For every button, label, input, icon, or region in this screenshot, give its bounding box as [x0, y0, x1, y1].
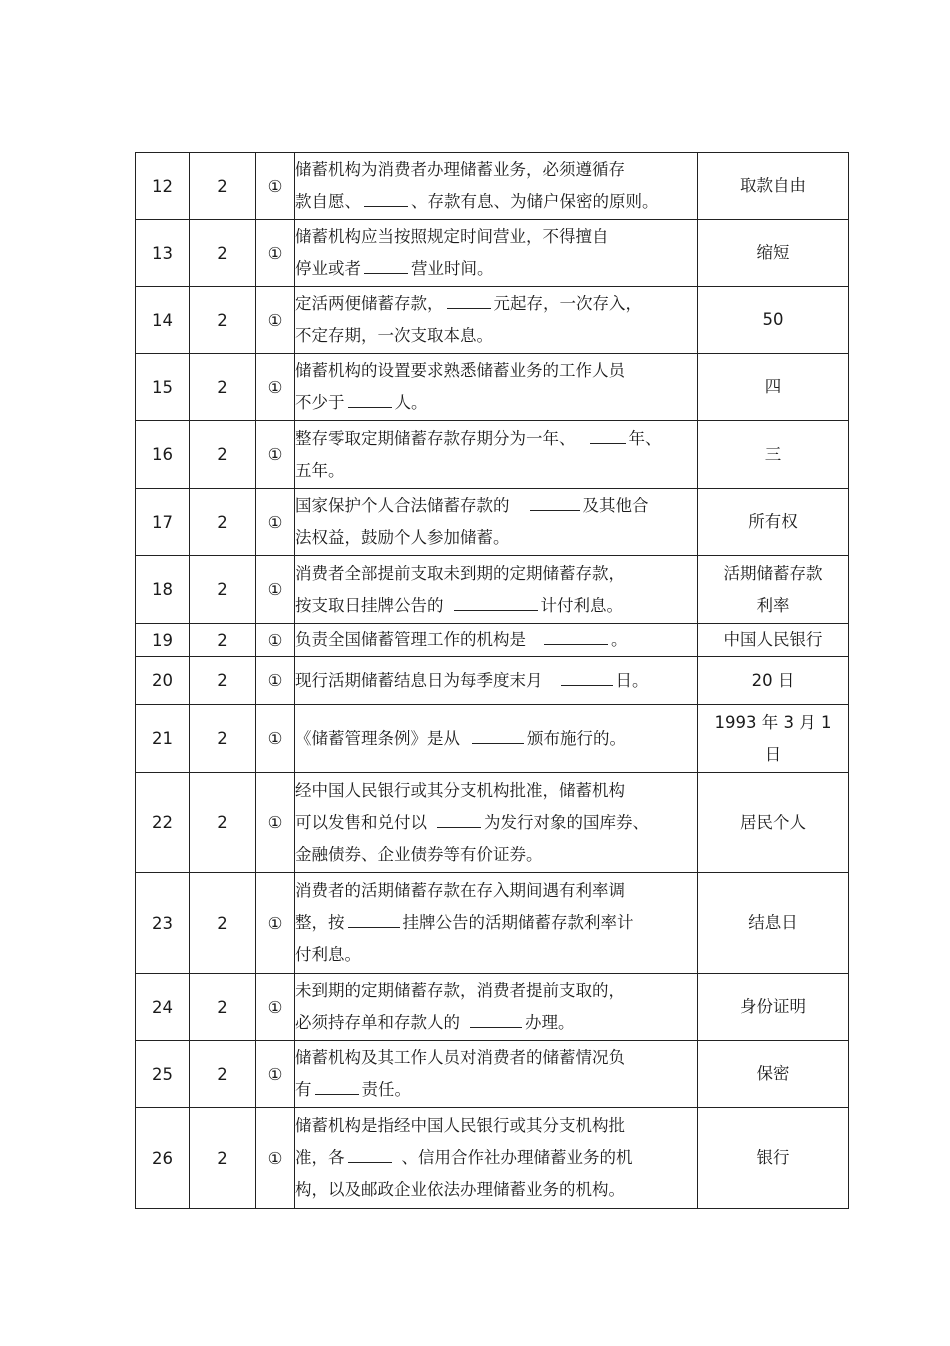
- question-text: [295, 556, 698, 624]
- fill-in-blank: [364, 255, 408, 274]
- table-row: [136, 153, 849, 220]
- fill-in-blank: [437, 809, 481, 828]
- question-number: 18: [136, 556, 190, 624]
- answer: 50: [698, 287, 849, 354]
- answer-line: 利率: [756, 595, 790, 615]
- question-number: 15: [136, 354, 190, 421]
- question-text-part: 元起存，一次存入，: [493, 294, 642, 313]
- answer-line: 日: [764, 744, 782, 764]
- question-number: 21: [136, 705, 190, 773]
- table-row: [136, 354, 849, 421]
- fill-in-blank: [561, 667, 613, 686]
- question-text-part: 整，按: [295, 913, 345, 932]
- question-number: 20: [136, 657, 190, 705]
- table-row: [136, 1108, 849, 1209]
- question-text: [295, 773, 698, 873]
- question-text-part: 储蓄机构应当按照规定时间营业，不得擅自: [295, 227, 609, 246]
- question-score: 2: [190, 354, 256, 421]
- question-score: 2: [190, 489, 256, 556]
- question-number: 12: [136, 153, 190, 220]
- question-score: 2: [190, 657, 256, 705]
- question-text-part: 办理。: [525, 1013, 575, 1032]
- question-text-part: 经中国人民银行或其分支机构批准，储蓄机构: [295, 780, 625, 800]
- question-text-part: 五年。: [295, 460, 345, 480]
- answer: 四: [698, 354, 849, 421]
- question-text-part: 构，以及邮政企业依法办理储蓄业务的机构。: [295, 1180, 625, 1199]
- table-row: [136, 974, 849, 1041]
- question-text-part: 付利息。: [295, 945, 361, 964]
- question-text-part: 责任。: [361, 1080, 411, 1099]
- table-row: [136, 489, 849, 556]
- question-score: 2: [190, 1041, 256, 1108]
- question-number: 22: [136, 773, 190, 873]
- question-type-mark: ①: [256, 153, 295, 220]
- question-text-part: 整存零取定期储蓄存款存期分为一年、: [295, 428, 576, 448]
- question-text-part: 及其他合: [582, 496, 649, 515]
- question-number: 23: [136, 873, 190, 974]
- question-text-part: 储蓄机构是指经中国人民银行或其分支机构批: [295, 1116, 625, 1135]
- question-number: 17: [136, 489, 190, 556]
- table-row: [136, 556, 849, 624]
- question-text-part: 。: [611, 630, 628, 649]
- question-score: 2: [190, 556, 256, 624]
- answer: 结息日: [698, 873, 849, 974]
- question-type-mark: ①: [256, 873, 295, 974]
- question-text-part: 储蓄机构的设置要求熟悉储蓄业务的工作人员: [295, 361, 625, 380]
- question-score: 2: [190, 705, 256, 773]
- fill-in-blank: [315, 1076, 359, 1095]
- question-score: 2: [190, 773, 256, 873]
- table-row: [136, 705, 849, 773]
- table-row: [136, 421, 849, 489]
- question-score: 2: [190, 220, 256, 287]
- question-text-part: 为发行对象的国库券、: [484, 812, 649, 832]
- question-text-part: 准，各: [295, 1148, 345, 1167]
- question-type-mark: ①: [256, 421, 295, 489]
- question-text-part: 现行活期储蓄结息日为每季度末月: [295, 670, 543, 690]
- answer: 居民个人: [698, 773, 849, 873]
- question-text: [295, 220, 698, 287]
- answer: 三: [698, 421, 849, 489]
- question-text-part: 有: [295, 1080, 312, 1099]
- question-type-mark: ①: [256, 220, 295, 287]
- question-text-part: 未到期的定期储蓄存款，消费者提前支取的，: [295, 981, 625, 1000]
- question-text-part: 储蓄机构及其工作人员对消费者的储蓄情况负: [295, 1048, 625, 1067]
- question-text-part: 不少于: [295, 393, 345, 412]
- question-text-part: 《储蓄管理条例》是从: [295, 728, 460, 748]
- question-text: [295, 974, 698, 1041]
- question-text-part: 国家保护个人合法储蓄存款的: [295, 496, 510, 515]
- question-text: [295, 287, 698, 354]
- answer: [698, 705, 849, 773]
- question-text-part: 负责全国储蓄管理工作的机构是: [295, 630, 526, 649]
- answer: 银行: [698, 1108, 849, 1209]
- table-row: [136, 220, 849, 287]
- table-row: [136, 1041, 849, 1108]
- fill-in-blank: [348, 389, 392, 408]
- question-text-part: 计付利息。: [540, 595, 623, 615]
- question-text-part: 款自愿、: [295, 192, 361, 211]
- question-number: 14: [136, 287, 190, 354]
- question-text-part: 、信用合作社办理储蓄业务的机: [401, 1148, 633, 1167]
- answer: 取款自由: [698, 153, 849, 220]
- question-text-part: 停业或者: [295, 259, 361, 278]
- fill-in-blank: [472, 725, 524, 744]
- question-type-mark: ①: [256, 354, 295, 421]
- table-row: [136, 624, 849, 657]
- question-number: 13: [136, 220, 190, 287]
- answer: 缩短: [698, 220, 849, 287]
- table-row: [136, 873, 849, 974]
- question-text-part: 按支取日挂牌公告的: [295, 595, 444, 615]
- question-number: 26: [136, 1108, 190, 1209]
- question-score: 2: [190, 873, 256, 974]
- question-text-part: 金融债券、企业债券等有价证券。: [295, 844, 543, 864]
- question-text-part: 营业时间。: [411, 259, 494, 278]
- table-row: [136, 657, 849, 705]
- question-type-mark: ①: [256, 624, 295, 657]
- question-number: 19: [136, 624, 190, 657]
- question-type-mark: ①: [256, 489, 295, 556]
- question-type-mark: ①: [256, 287, 295, 354]
- table-row: [136, 773, 849, 873]
- answer: 保密: [698, 1041, 849, 1108]
- question-text-part: 消费者的活期储蓄存款在存入期间遇有利率调: [295, 881, 625, 900]
- question-score: 2: [190, 624, 256, 657]
- answer: 身份证明: [698, 974, 849, 1041]
- question-type-mark: ①: [256, 705, 295, 773]
- fill-in-blank: [447, 290, 491, 309]
- question-score: 2: [190, 1108, 256, 1209]
- fill-in-blank: [470, 1009, 522, 1028]
- question-number: 25: [136, 1041, 190, 1108]
- answer-line: 1993 年 3 月 1: [714, 712, 832, 732]
- question-text: [295, 1108, 698, 1209]
- table-row: [136, 287, 849, 354]
- question-text-part: 挂牌公告的活期储蓄存款利率计: [402, 913, 634, 932]
- question-text-part: 法权益，鼓励个人参加储蓄。: [295, 528, 510, 547]
- question-text-part: 不定存期，一次支取本息。: [295, 326, 493, 345]
- fill-in-blank: [364, 188, 408, 207]
- question-text-part: 储蓄机构为消费者办理储蓄业务，必须遵循存: [295, 160, 625, 179]
- question-text-part: 、存款有息、为储户保密的原则。: [411, 192, 659, 211]
- fill-in-blank: [530, 492, 580, 511]
- fill-in-blank: [348, 909, 400, 928]
- fill-in-blank: [454, 592, 538, 611]
- question-text: [295, 421, 698, 489]
- fill-in-blank: [348, 1144, 392, 1163]
- question-text-part: 颁布施行的。: [527, 728, 626, 748]
- question-score: 2: [190, 153, 256, 220]
- question-table: [135, 152, 849, 1209]
- question-text: [295, 705, 698, 773]
- question-text: [295, 657, 698, 705]
- question-text-part: 定活两便储蓄存款，: [295, 294, 444, 313]
- question-text: [295, 489, 698, 556]
- answer: 20 日: [698, 657, 849, 705]
- question-text: [295, 153, 698, 220]
- question-type-mark: ①: [256, 657, 295, 705]
- question-text: [295, 873, 698, 974]
- answer: 所有权: [698, 489, 849, 556]
- question-text-part: 可以发售和兑付以: [295, 812, 427, 832]
- question-score: 2: [190, 287, 256, 354]
- question-number: 24: [136, 974, 190, 1041]
- question-text-part: 人。: [394, 393, 428, 412]
- question-type-mark: ①: [256, 773, 295, 873]
- question-text-part: 日。: [615, 670, 649, 690]
- question-text-part: 年、: [628, 428, 662, 448]
- question-number: 16: [136, 421, 190, 489]
- question-type-mark: ①: [256, 1041, 295, 1108]
- question-type-mark: ①: [256, 1108, 295, 1209]
- question-text: [295, 1041, 698, 1108]
- question-text: [295, 354, 698, 421]
- question-score: 2: [190, 421, 256, 489]
- answer: [698, 556, 849, 624]
- question-type-mark: ①: [256, 556, 295, 624]
- question-score: 2: [190, 974, 256, 1041]
- fill-in-blank: [544, 626, 608, 645]
- question-text: [295, 624, 698, 657]
- question-type-mark: ①: [256, 974, 295, 1041]
- answer: 中国人民银行: [698, 624, 849, 657]
- question-text-part: 必须持存单和存款人的: [295, 1013, 460, 1032]
- fill-in-blank: [590, 425, 626, 444]
- question-text-part: 消费者全部提前支取未到期的定期储蓄存款，: [295, 563, 625, 583]
- answer-line: 活期储蓄存款: [723, 563, 823, 583]
